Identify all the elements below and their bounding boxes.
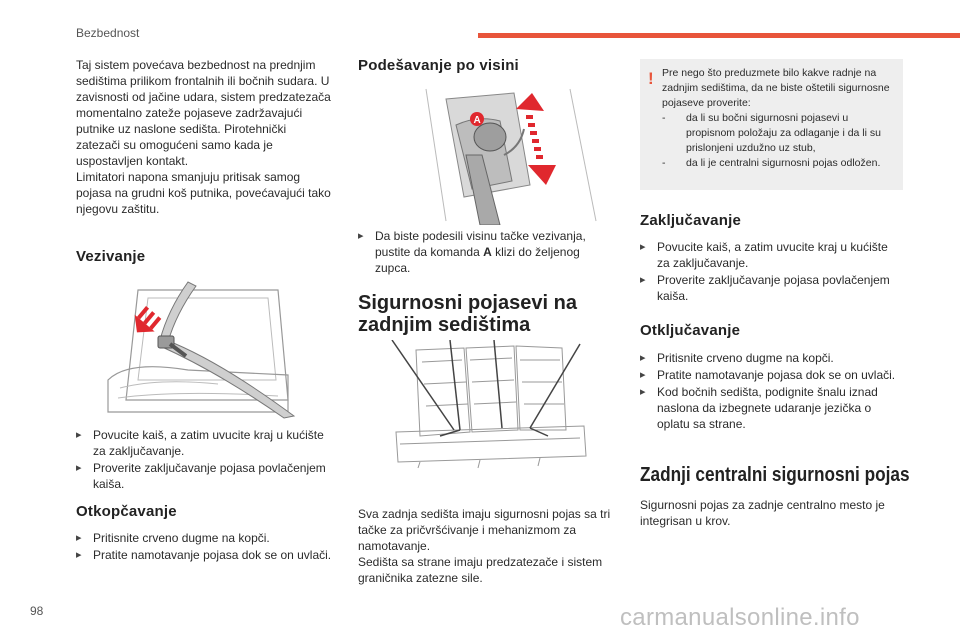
- rear-belts-heading: [358, 292, 618, 336]
- heading-vezivanje: Vezivanje: [76, 248, 146, 265]
- rear-paragraph-1: Sva zadnja sedišta imaju sigurnosni pojas sa tri tačke za pričvršćivanje i mehanizmom za namotavanje.: [358, 507, 611, 553]
- arrow-bullet-icon: ▸: [76, 462, 82, 474]
- arrow-bullet-icon: ▸: [640, 352, 646, 364]
- arrow-bullet-icon: ▸: [76, 532, 82, 544]
- podesavanje-instructions: [358, 228, 610, 277]
- otkopcavanje-heading: [76, 503, 177, 520]
- zakljucavanje-heading: [640, 212, 741, 229]
- heading-rear-line-1: Sigurnosni pojasevi na: [358, 292, 577, 314]
- central-paragraph: Sigurnosni pojas za zadnje centralno mesto je integrisan u krov.: [640, 498, 885, 528]
- arrow-bullet-icon: ▸: [640, 241, 646, 253]
- zakljucavanje-instructions: [640, 239, 902, 305]
- arrow-bullet-icon: ▸: [76, 429, 82, 441]
- list-item: ▸ Proverite zaključavanje pojasa povlačenjem kaiša.: [640, 273, 890, 303]
- dash-bullet-icon: -: [662, 112, 666, 124]
- page-number: 98: [30, 604, 44, 618]
- intro-paragraph-2: Limitatori napona smanjuju pritisak samog pojasa na grudni koš putnika, povećavajući tako njegovu zaštitu.: [76, 170, 331, 216]
- arrow-bullet-icon: ▸: [358, 230, 364, 242]
- rear-paragraph-2: Sedišta sa strane imaju predzatezače i sistem graničnika zatezne sile.: [358, 555, 603, 585]
- otkopcavanje-instructions: [76, 530, 338, 564]
- arrow-bullet-icon: ▸: [640, 274, 646, 286]
- heading-rear-line-2: zadnjim sedištima: [358, 314, 531, 336]
- arrow-bullet-icon: ▸: [640, 386, 646, 398]
- control-a-label: A: [483, 245, 492, 259]
- list-item: ▸ Povucite kaiš, a zatim uvucite kraj u kućište za zaključavanje.: [76, 428, 324, 458]
- arrow-bullet-icon: ▸: [640, 369, 646, 381]
- central-belt-heading: [640, 464, 920, 487]
- list-item: - da li su bočni sigurnosni pojasevi u propisnom položaju za odlaganje i da li su prislonjeni uzdužno uz stub,: [662, 112, 881, 154]
- list-item: ▸ Pratite namotavanje pojasa dok se on uvlači.: [640, 368, 896, 382]
- list-item: ▸ Pritisnite crveno dugme na kopči.: [76, 531, 270, 545]
- list-item: ▸ Povucite kaiš, a zatim uvucite kraj u kućište za zaključavanje.: [640, 240, 888, 270]
- otkljucavanje-instructions: [640, 350, 902, 433]
- list-item: ▸ Da biste podesili visinu tačke vezivanja, pustite da komanda A klizi do željenog zupca.: [358, 229, 586, 275]
- heading-zakljucavanje: Zaključavanje: [640, 212, 741, 229]
- list-item: ▸ Pratite namotavanje pojasa dok se on uvlači.: [76, 548, 332, 562]
- intro-text: [76, 57, 332, 217]
- watermark: carmanualsonline.info: [620, 604, 860, 631]
- warning-intro: Pre nego što preduzmete bilo kakve radnje na zadnjim sedištima, da ne biste oštetili sigurnosne pojaseve proverite:: [662, 67, 890, 109]
- header-accent-bar: [478, 33, 960, 38]
- heading-podesavanje: Podešavanje po visini: [358, 57, 519, 74]
- heading-otkopcavanje: Otkopčavanje: [76, 503, 177, 520]
- central-belt-text: [640, 497, 902, 529]
- intro-paragraph-1: Taj sistem povećava bezbednost na prednjim sedištima prilikom frontalnih ili bočnih sudara. U zavisnosti od jačine udara, sistem predzatezača momentalno zateže pojaseve zadržavajući putnike uz naslone sedišta. Pirotehnički zatezači su omogućeni samo kada je uspostavljen kontakt.: [76, 58, 331, 168]
- heading-otkljucavanje: Otključavanje: [640, 322, 741, 339]
- section-title: Bezbednost: [76, 26, 140, 40]
- vezivanje-heading: [76, 248, 145, 265]
- list-item: ▸ Kod bočnih sedišta, podignite šnalu iznad naslona da izbegnete udaranje jezička o oplatu sa strane.: [640, 385, 878, 431]
- rear-belts-text: [358, 506, 620, 586]
- warning-content: [662, 66, 898, 171]
- heading-central-belt: Zadnji centralni sigurnosni pojas: [640, 464, 910, 486]
- height-adjust-figure: [420, 85, 600, 225]
- podesavanje-heading: [358, 57, 519, 74]
- list-item: - da li je centralni sigurnosni pojas odložen.: [662, 157, 881, 169]
- otkljucavanje-heading: [640, 322, 740, 339]
- warning-box: [640, 59, 903, 190]
- figure-label-a: A: [473, 115, 481, 126]
- list-item: ▸ Proverite zaključavanje pojasa povlačenjem kaiša.: [76, 461, 326, 491]
- seatbelt-fastening-figure: [98, 280, 298, 420]
- arrow-bullet-icon: ▸: [76, 549, 82, 561]
- rear-seats-figure: [390, 340, 590, 470]
- warning-icon: !: [648, 69, 654, 88]
- list-item: ▸ Pritisnite crveno dugme na kopči.: [640, 351, 834, 365]
- vezivanje-instructions: [76, 427, 338, 493]
- dash-bullet-icon: -: [662, 157, 666, 169]
